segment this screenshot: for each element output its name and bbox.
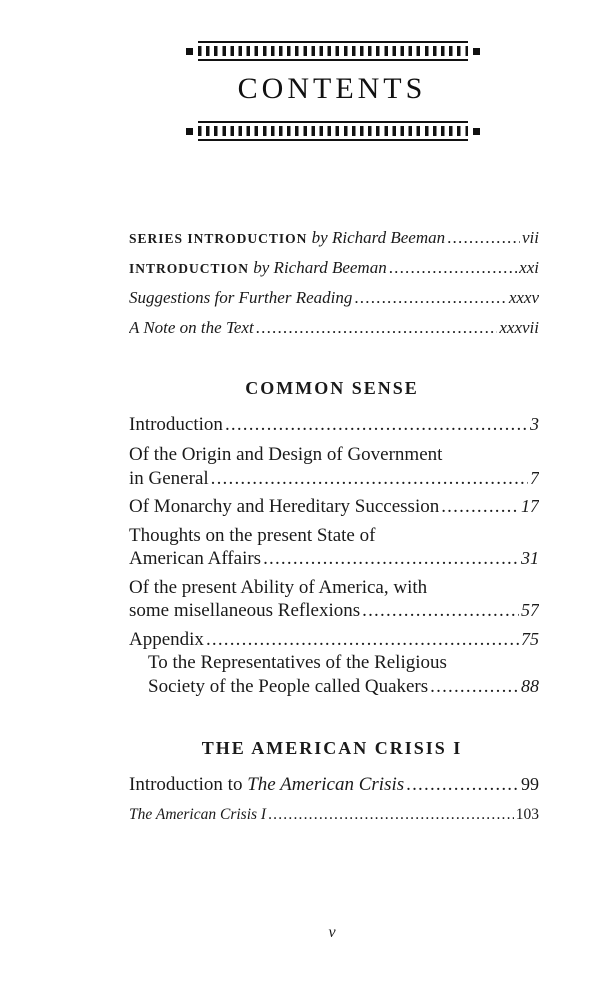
page-number: xxi <box>519 258 539 277</box>
page-number: 57 <box>521 600 539 620</box>
ornament-square-right <box>473 48 480 55</box>
toc-entry-appendix[interactable] <box>129 629 539 651</box>
dot-leader <box>268 806 514 824</box>
entry-label: Suggestions for Further Reading <box>129 288 353 307</box>
entry-label: Introduction to The American Crisis <box>129 774 405 795</box>
page-title: CONTENTS <box>237 72 427 105</box>
entry-label-line-2: Society of the People called Quakers <box>148 676 429 697</box>
toc-entry-american-crisis-i[interactable] <box>129 806 539 824</box>
toc-entry-american-affairs[interactable] <box>129 548 539 570</box>
toc-entry-note-on-text[interactable] <box>129 318 539 338</box>
toc-entry-intro-american-crisis[interactable] <box>129 774 539 796</box>
page-number: 88 <box>521 676 539 696</box>
toc-entry-origin-design-government[interactable] <box>129 468 539 490</box>
entry-label: Introduction <box>129 414 223 435</box>
entry-label-line-1: Of the Origin and Design of Government <box>129 444 443 465</box>
dot-leader <box>389 258 517 278</box>
page-number: xxxv <box>508 288 539 307</box>
entry-label: A Note on the Text <box>129 318 254 337</box>
ornament-square-right <box>473 128 480 135</box>
toc-entry-cs-introduction[interactable] <box>129 414 539 436</box>
toc-entry-introduction[interactable] <box>129 258 539 278</box>
entry-label: Of Monarchy and Hereditary Succession <box>129 496 440 517</box>
dot-leader <box>263 548 519 570</box>
ornament-bar <box>198 41 468 61</box>
entry-label-line-1: Of the present Ability of America, with <box>129 577 428 598</box>
ornament-square-left <box>186 48 193 55</box>
page-number: 99 <box>521 774 539 794</box>
bottom-ornament-rule <box>186 121 480 141</box>
toc-entry-monarchy-succession[interactable] <box>129 496 539 518</box>
page-number: xxxvii <box>499 318 539 337</box>
dot-leader <box>430 676 519 698</box>
page-number: vii <box>522 228 539 247</box>
toc-entry-ability-of-america[interactable] <box>129 600 539 622</box>
entry-label: The American Crisis I <box>129 806 267 823</box>
dot-leader <box>206 629 519 651</box>
ornament-square-left <box>186 128 193 135</box>
dot-leader <box>447 228 520 248</box>
dot-leader <box>406 774 519 796</box>
dot-leader <box>211 468 528 490</box>
entry-label: SERIES INTRODUCTION by Richard Beeman <box>129 228 446 247</box>
dot-leader <box>256 318 498 338</box>
page-number: 17 <box>521 496 539 516</box>
dot-leader <box>354 288 506 308</box>
dot-leader <box>362 600 519 622</box>
entry-label-line-2: some misellaneous Reflexions <box>129 600 361 621</box>
page-number: 75 <box>521 629 539 649</box>
toc-entry-further-reading[interactable] <box>129 288 539 308</box>
entry-label-line-1: To the Representatives of the Religious <box>148 652 447 673</box>
page-number: 7 <box>530 468 539 488</box>
page-number: 31 <box>521 548 539 568</box>
page-number: 103 <box>515 806 539 823</box>
entry-label: Appendix <box>129 629 204 650</box>
entry-label-line-2: American Affairs <box>129 548 262 569</box>
top-ornament-rule <box>186 41 480 61</box>
dot-leader <box>441 496 519 518</box>
page-number: 3 <box>530 414 539 434</box>
ornament-bar <box>198 121 468 141</box>
dot-leader <box>225 414 528 436</box>
page-folio: v <box>328 924 336 941</box>
entry-label-line-1: Thoughts on the present State of <box>129 525 376 546</box>
toc-entry-series-introduction[interactable] <box>129 228 539 248</box>
section-heading-american-crisis: THE AMERICAN CRISIS I <box>201 738 463 758</box>
section-heading-common-sense: COMMON SENSE <box>245 378 419 398</box>
entry-label-line-2: in General <box>129 468 209 489</box>
toc-entry-quakers[interactable] <box>148 676 539 698</box>
entry-label: INTRODUCTION by Richard Beeman <box>129 258 387 277</box>
